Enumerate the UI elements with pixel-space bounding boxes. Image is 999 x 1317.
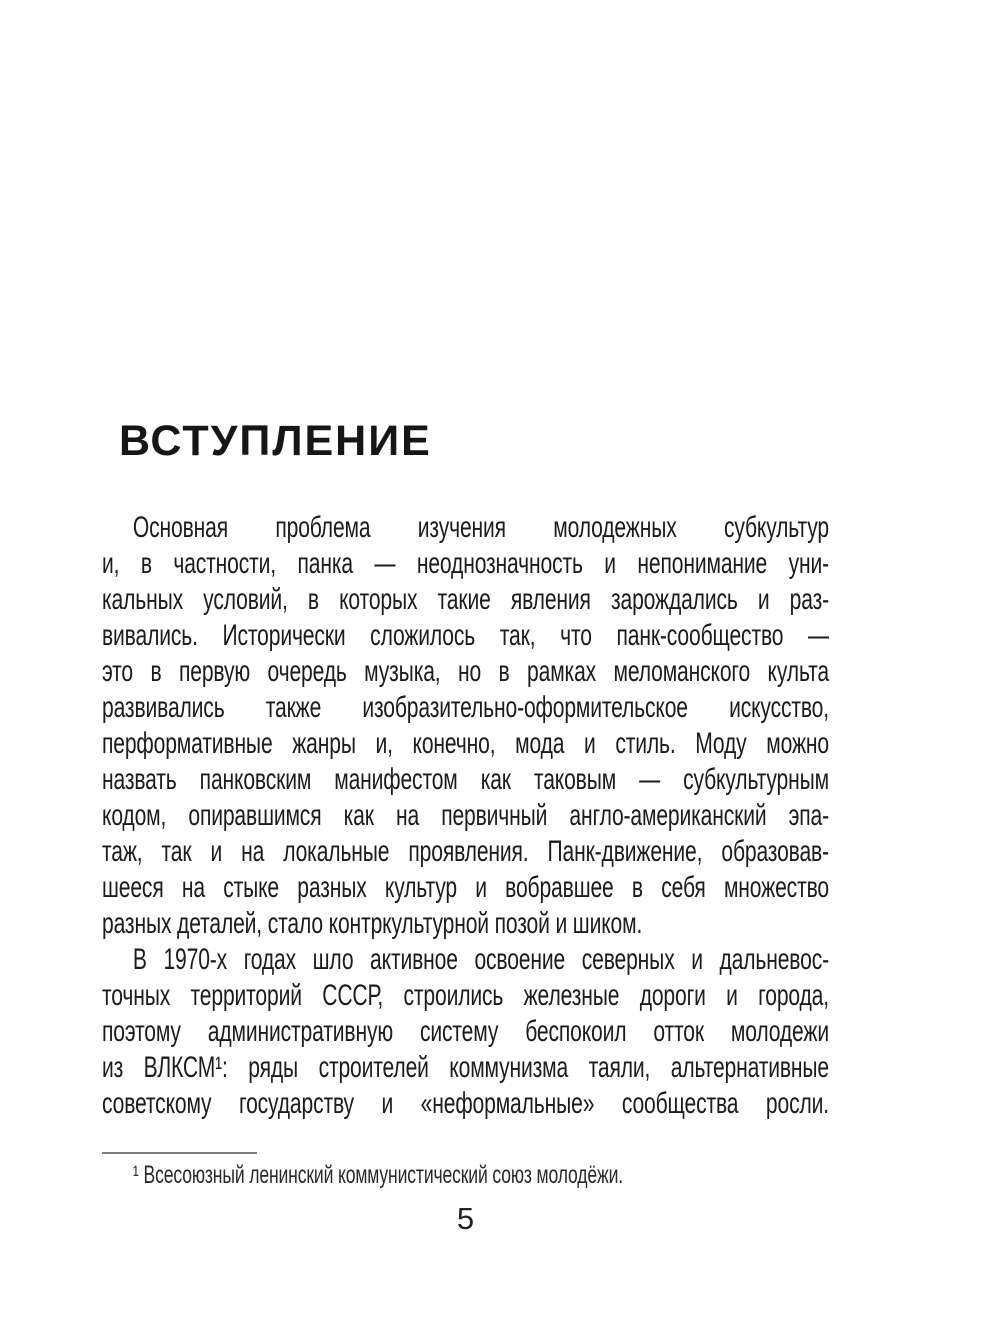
body-text-line: вивались. Исторически сложилось так, что панк-сообщество — (102, 619, 829, 652)
body-text-line: поэтому административную систему беспокоил отток молодежи (102, 1015, 829, 1048)
body-text-line: таж, так и на локальные проявления. Панк-движение, образовав- (102, 835, 829, 868)
body-text-line: перформативные жанры и, конечно, мода и стиль. Моду можно (102, 727, 829, 760)
footnote-text: Всесоюзный ленинский коммунистический союз молодёжи. (143, 1161, 623, 1189)
body-text-block (102, 510, 999, 1122)
body-text-line: это в первую очередь музыка, но в рамках меломанского культа (102, 655, 829, 688)
body-text-line: точных территорий СССР, строились железные дороги и города, (102, 979, 829, 1012)
body-text-line: из ВЛКСМ¹: ряды строителей коммунизма таяли, альтернативные (102, 1051, 829, 1084)
body-text-line: разных деталей, стало контркультурной позой и шиком. (102, 907, 643, 940)
footnote-column (102, 1160, 829, 1190)
page-number: 5 (456, 1201, 475, 1236)
footnote-marker: ¹ (132, 1161, 139, 1189)
chapter-title: ВСТУПЛЕНИЕ (119, 417, 432, 465)
body-text-column (102, 510, 829, 1122)
footnote-divider (102, 1152, 257, 1154)
body-text-line: развивались также изобразительно-оформительское искусство, (102, 691, 829, 724)
body-text-line: В 1970-х годах шло активное освоение северных и дальневос- (132, 943, 829, 976)
body-text-line: кальных условий, в которых такие явления зарождались и раз- (102, 583, 829, 616)
body-text-line: шееся на стыке разных культур и вобравшее в себя множество (102, 871, 829, 904)
body-text-line: и, в частности, панка — неоднозначность и непонимание уни- (102, 547, 829, 580)
body-text-line: назвать панковским манифестом как таковым — субкультурным (102, 763, 829, 796)
body-text-line: Основная проблема изучения молодежных субкультур (132, 511, 829, 544)
footnote-line (102, 1160, 829, 1190)
footnote (102, 1160, 999, 1190)
body-text-line: кодом, опиравшимся как на первичный англо-американский эпа- (102, 799, 829, 832)
body-text-line: советскому государству и «неформальные» сообщества росли. (102, 1087, 829, 1120)
